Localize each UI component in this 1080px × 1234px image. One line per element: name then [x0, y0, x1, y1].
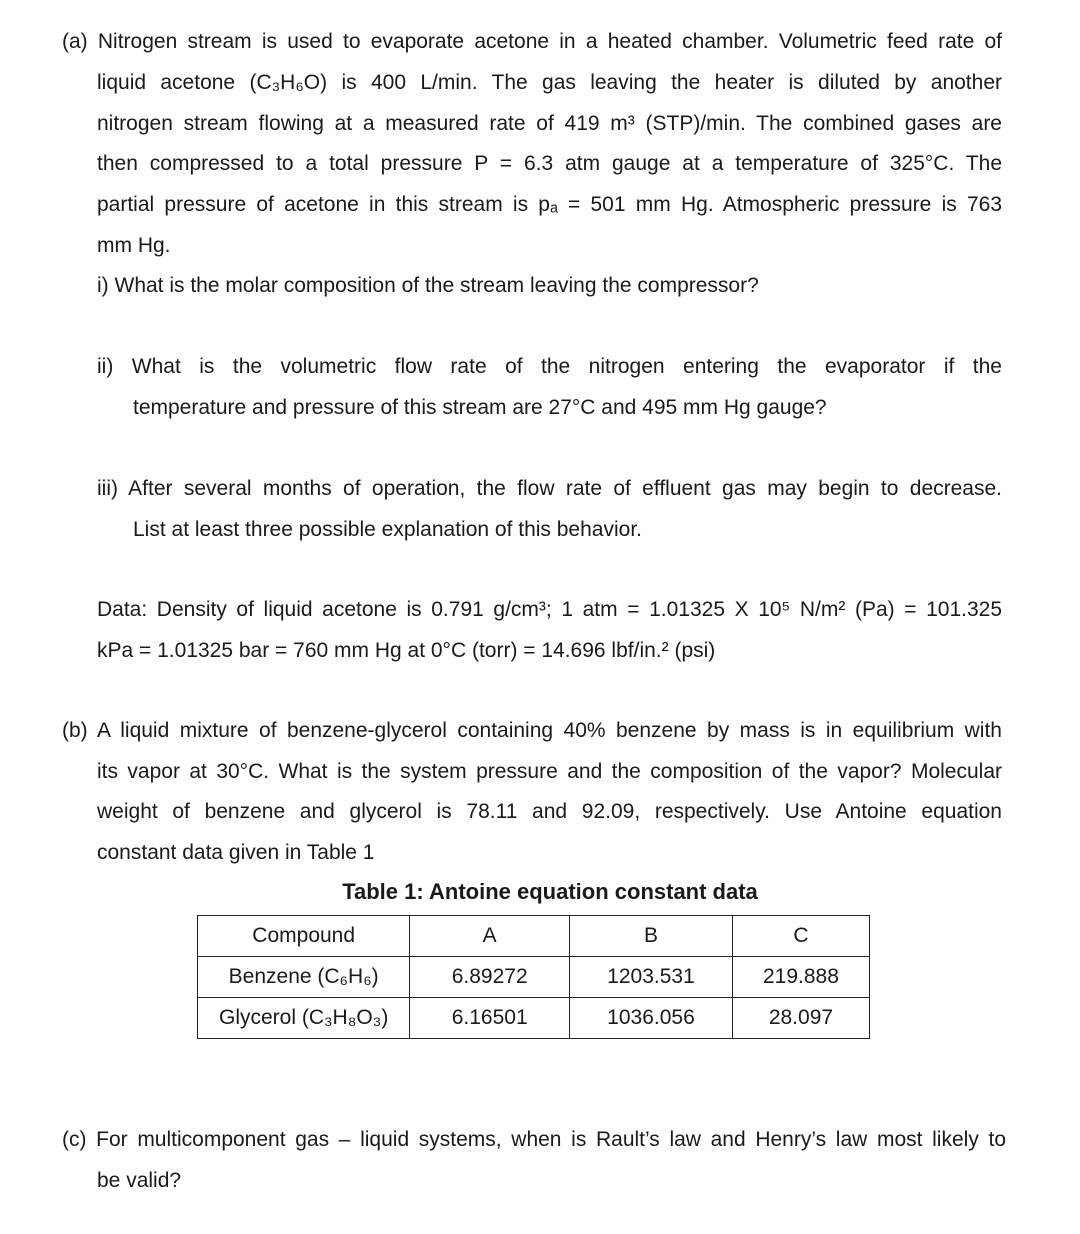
question-i: i) What is the molar composition of the stream leaving the compressor?	[97, 274, 759, 297]
part-b-line-2: its vapor at 30°C. What is the system pressure and the composition of the vapor? Molecular	[97, 760, 1002, 783]
header-b: B	[570, 916, 733, 957]
cell-compound: Benzene (C₆H₆)	[198, 957, 410, 998]
question-iii-line-1: iii) After several months of operation, the flow rate of effluent gas may begin to decrease.	[97, 477, 1002, 500]
table-row	[198, 957, 870, 998]
cell-c: 219.888	[732, 957, 869, 998]
part-a-line-4: then compressed to a total pressure P = 6.3 atm gauge at a temperature of 325°C. The	[97, 152, 1002, 175]
antoine-constants-table	[197, 915, 870, 1039]
question-iii-line-2: List at least three possible explanation of this behavior.	[133, 518, 642, 541]
part-b-line-4: constant data given in Table 1	[97, 841, 375, 864]
data-line-1: Data: Density of liquid acetone is 0.791 g/cm³; 1 atm = 1.01325 X 10⁵ N/m² (Pa) = 101.325	[97, 598, 1002, 621]
part-a-line-1: (a) Nitrogen stream is used to evaporate acetone in a heated chamber. Volumetric feed rate of	[62, 30, 1002, 53]
cell-b: 1036.056	[570, 998, 733, 1039]
part-c-line-2: be valid?	[97, 1169, 182, 1192]
part-a-line-2: liquid acetone (C₃H₆O) is 400 L/min. The gas leaving the heater is diluted by another	[97, 71, 1002, 94]
part-a-line-3: nitrogen stream flowing at a measured rate of 419 m³ (STP)/min. The combined gases are	[97, 112, 1002, 135]
part-c-line-1: (c) For multicomponent gas – liquid systems, when is Rault’s law and Henry’s law most likely to	[62, 1128, 1006, 1151]
cell-c: 28.097	[732, 998, 869, 1039]
cell-compound: Glycerol (C₃H₈O₃)	[198, 998, 410, 1039]
cell-a: 6.16501	[410, 998, 570, 1039]
cell-b: 1203.531	[570, 957, 733, 998]
header-c: C	[732, 916, 869, 957]
table-header-row	[198, 916, 870, 957]
question-ii-line-1: ii) What is the volumetric flow rate of the nitrogen entering the evaporator if the	[97, 355, 1002, 378]
header-compound: Compound	[198, 916, 410, 957]
header-a: A	[410, 916, 570, 957]
part-a-line-6: mm Hg.	[97, 234, 171, 257]
part-b-line-3: weight of benzene and glycerol is 78.11 and 92.09, respectively. Use Antoine equation	[97, 800, 1002, 823]
table-caption: Table 1: Antoine equation constant data	[342, 879, 758, 904]
part-a-line-5: partial pressure of acetone in this stream is pₐ = 501 mm Hg. Atmospheric pressure is 763	[97, 193, 1002, 216]
question-ii-line-2: temperature and pressure of this stream are 27°C and 495 mm Hg gauge?	[133, 396, 827, 419]
data-line-2: kPa = 1.01325 bar = 760 mm Hg at 0°C (torr) = 14.696 lbf/in.² (psi)	[97, 639, 716, 662]
table-row	[198, 998, 870, 1039]
part-b-line-1: (b) A liquid mixture of benzene-glycerol containing 40% benzene by mass is in equilibrium with	[62, 719, 1002, 742]
cell-a: 6.89272	[410, 957, 570, 998]
